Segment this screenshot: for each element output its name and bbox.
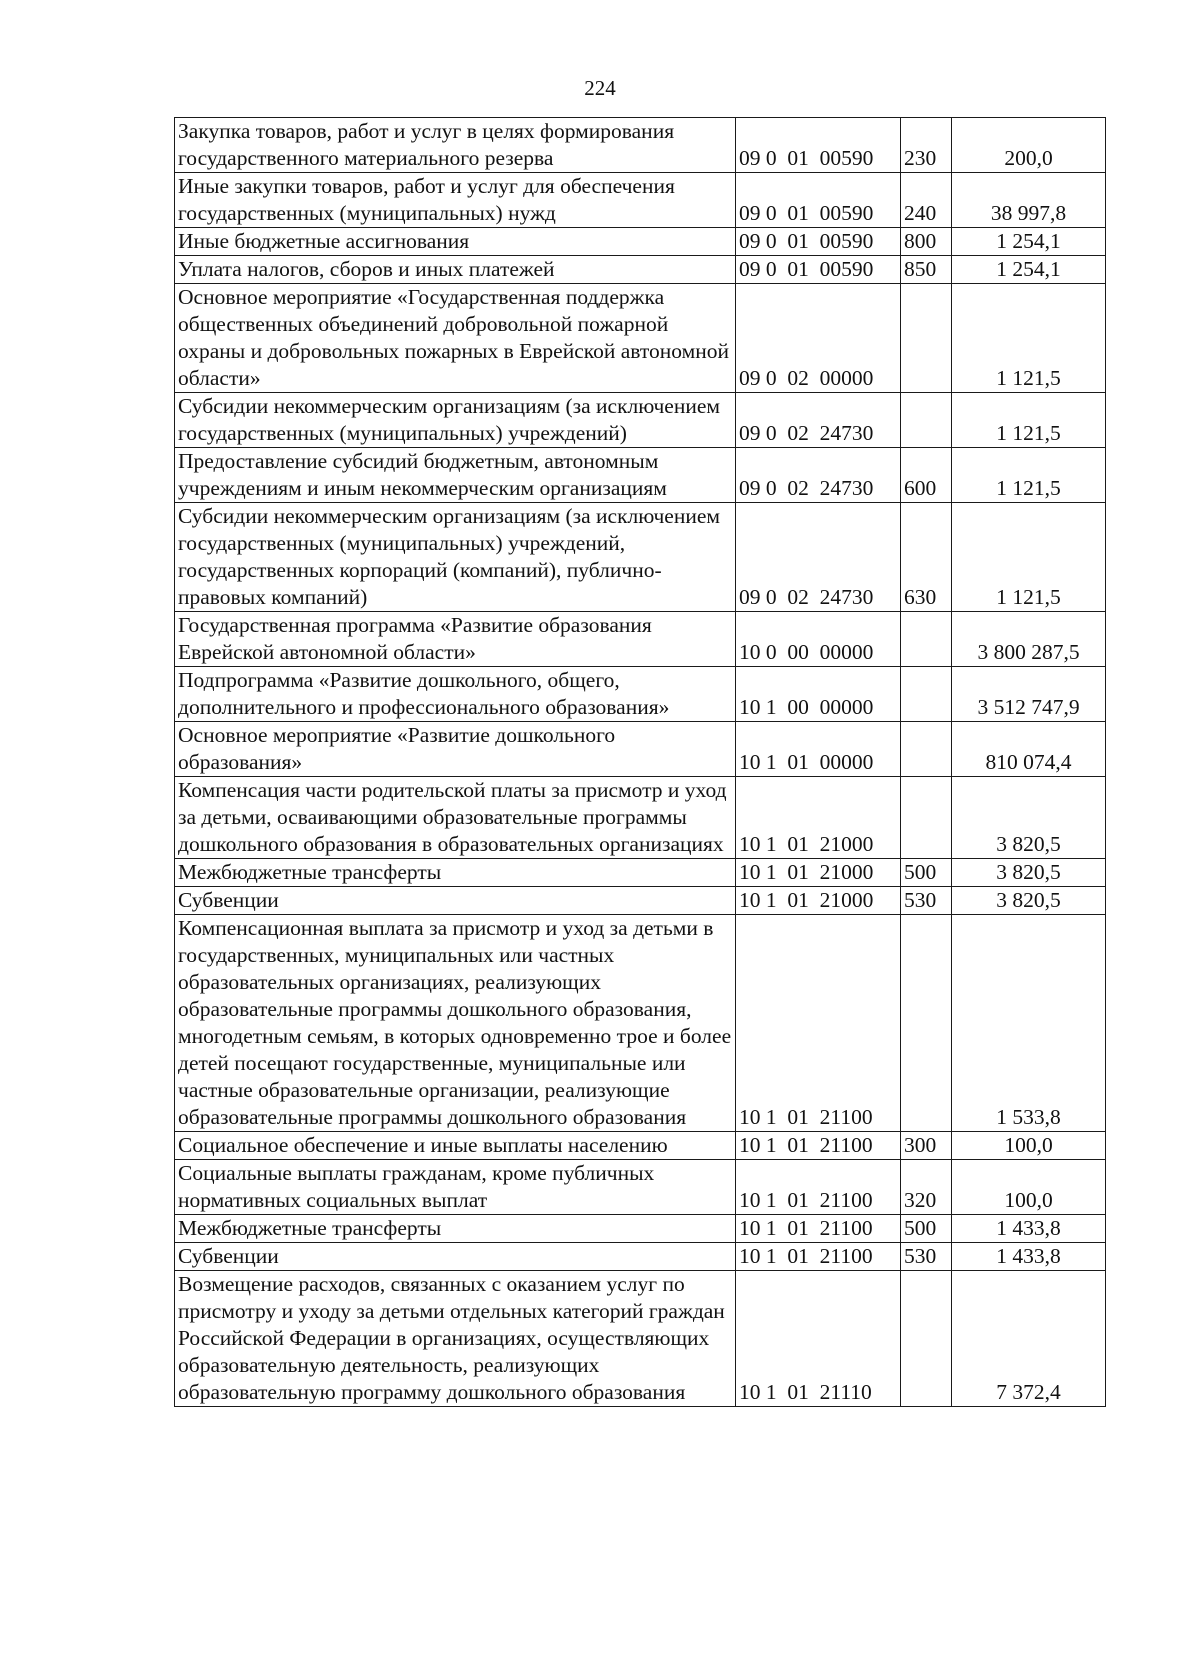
row-name-cell: Иные бюджетные ассигнования — [175, 228, 736, 256]
row-type-cell — [901, 1271, 952, 1407]
table-row — [175, 777, 1106, 859]
table-row — [175, 722, 1106, 777]
row-code-cell: 09 0 01 00590 — [736, 173, 901, 228]
row-type-cell: 530 — [901, 1243, 952, 1271]
row-code-cell: 10 1 01 21100 — [736, 1215, 901, 1243]
row-name-cell: Возмещение расходов, связанных с оказанием услуг по присмотру и уходу за детьми отдельных категорий граждан Российской Федерации в организациях, осуществляющих образовательную деятельность, реализующих образовательную программу дошкольного образования — [175, 1271, 736, 1407]
row-name-cell: Субвенции — [175, 1243, 736, 1271]
row-type-cell: 600 — [901, 448, 952, 503]
table-row — [175, 393, 1106, 448]
row-name-cell: Государственная программа «Развитие образования Еврейской автономной области» — [175, 612, 736, 667]
row-type-cell — [901, 667, 952, 722]
table-row — [175, 887, 1106, 915]
row-code-cell: 10 1 01 21000 — [736, 859, 901, 887]
row-code-cell: 09 0 02 00000 — [736, 284, 901, 393]
row-type-cell — [901, 915, 952, 1132]
row-name-cell: Субсидии некоммерческим организациям (за исключением государственных (муниципальных) учреждений) — [175, 393, 736, 448]
row-code-cell: 09 0 01 00590 — [736, 118, 901, 173]
row-type-cell — [901, 777, 952, 859]
table-row — [175, 612, 1106, 667]
row-name-cell: Социальные выплаты гражданам, кроме публичных нормативных социальных выплат — [175, 1160, 736, 1215]
row-sum-cell: 3 820,5 — [952, 887, 1106, 915]
row-code-cell: 09 0 01 00590 — [736, 228, 901, 256]
table-row — [175, 1132, 1106, 1160]
table-row — [175, 503, 1106, 612]
row-sum-cell: 1 121,5 — [952, 393, 1106, 448]
row-code-cell: 10 1 01 21100 — [736, 1243, 901, 1271]
row-sum-cell: 7 372,4 — [952, 1271, 1106, 1407]
row-name-cell: Субсидии некоммерческим организациям (за исключением государственных (муниципальных) учреждений, государственных корпораций (компаний), публично-правовых компаний) — [175, 503, 736, 612]
row-code-cell: 10 1 01 21000 — [736, 887, 901, 915]
row-sum-cell: 100,0 — [952, 1132, 1106, 1160]
row-sum-cell: 1 433,8 — [952, 1243, 1106, 1271]
budget-table-body — [175, 118, 1106, 1407]
row-type-cell: 800 — [901, 228, 952, 256]
page-number: 224 — [584, 76, 616, 100]
row-sum-cell: 3 512 747,9 — [952, 667, 1106, 722]
row-sum-cell: 1 433,8 — [952, 1215, 1106, 1243]
table-row — [175, 1271, 1106, 1407]
row-sum-cell: 1 121,5 — [952, 503, 1106, 612]
row-code-cell: 09 0 02 24730 — [736, 448, 901, 503]
row-type-cell: 500 — [901, 859, 952, 887]
row-sum-cell: 1 254,1 — [952, 256, 1106, 284]
row-sum-cell: 1 254,1 — [952, 228, 1106, 256]
budget-table — [174, 117, 1106, 1407]
row-sum-cell: 200,0 — [952, 118, 1106, 173]
row-code-cell: 10 1 01 21110 — [736, 1271, 901, 1407]
row-name-cell: Межбюджетные трансферты — [175, 859, 736, 887]
row-sum-cell: 100,0 — [952, 1160, 1106, 1215]
table-row — [175, 1215, 1106, 1243]
row-code-cell: 09 0 01 00590 — [736, 256, 901, 284]
row-type-cell: 850 — [901, 256, 952, 284]
table-row — [175, 915, 1106, 1132]
row-code-cell: 10 1 01 21100 — [736, 915, 901, 1132]
row-type-cell: 530 — [901, 887, 952, 915]
row-type-cell: 630 — [901, 503, 952, 612]
row-code-cell: 10 0 00 00000 — [736, 612, 901, 667]
row-name-cell: Иные закупки товаров, работ и услуг для обеспечения государственных (муниципальных) нужд — [175, 173, 736, 228]
row-type-cell: 320 — [901, 1160, 952, 1215]
row-code-cell: 09 0 02 24730 — [736, 393, 901, 448]
row-name-cell: Межбюджетные трансферты — [175, 1215, 736, 1243]
row-sum-cell: 38 997,8 — [952, 173, 1106, 228]
row-sum-cell: 3 820,5 — [952, 777, 1106, 859]
row-name-cell: Основное мероприятие «Развитие дошкольного образования» — [175, 722, 736, 777]
row-code-cell: 10 1 00 00000 — [736, 667, 901, 722]
row-code-cell: 09 0 02 24730 — [736, 503, 901, 612]
table-row — [175, 448, 1106, 503]
table-row — [175, 284, 1106, 393]
table-row — [175, 667, 1106, 722]
row-sum-cell: 1 121,5 — [952, 448, 1106, 503]
row-name-cell: Подпрограмма «Развитие дошкольного, общего, дополнительного и профессионального образования» — [175, 667, 736, 722]
row-sum-cell: 1 121,5 — [952, 284, 1106, 393]
row-sum-cell: 3 820,5 — [952, 859, 1106, 887]
row-code-cell: 10 1 01 00000 — [736, 722, 901, 777]
row-code-cell: 10 1 01 21100 — [736, 1132, 901, 1160]
row-sum-cell: 810 074,4 — [952, 722, 1106, 777]
row-type-cell: 240 — [901, 173, 952, 228]
row-type-cell: 300 — [901, 1132, 952, 1160]
row-name-cell: Закупка товаров, работ и услуг в целях формирования государственного материального резерва — [175, 118, 736, 173]
table-row — [175, 1243, 1106, 1271]
row-name-cell: Основное мероприятие «Государственная поддержка общественных объединений добровольной пожарной охраны и добровольных пожарных в Еврейской автономной области» — [175, 284, 736, 393]
row-name-cell: Уплата налогов, сборов и иных платежей — [175, 256, 736, 284]
row-type-cell — [901, 284, 952, 393]
row-code-cell: 10 1 01 21000 — [736, 777, 901, 859]
table-row — [175, 228, 1106, 256]
row-name-cell: Предоставление субсидий бюджетным, автономным учреждениям и иным некоммерческим организациям — [175, 448, 736, 503]
table-row — [175, 859, 1106, 887]
row-sum-cell: 3 800 287,5 — [952, 612, 1106, 667]
row-code-cell: 10 1 01 21100 — [736, 1160, 901, 1215]
row-type-cell: 230 — [901, 118, 952, 173]
row-type-cell — [901, 612, 952, 667]
row-name-cell: Компенсационная выплата за присмотр и уход за детьми в государственных, муниципальных или частных образовательных организациях, реализующих образовательные программы дошкольного образования, многодетным семьям, в которых одновременно трое и более детей посещают государственные, муниципальные или частные образовательные организации, реализующие образовательные программы дошкольного образования — [175, 915, 736, 1132]
table-row — [175, 1160, 1106, 1215]
row-type-cell — [901, 722, 952, 777]
table-row — [175, 256, 1106, 284]
row-sum-cell: 1 533,8 — [952, 915, 1106, 1132]
table-row — [175, 173, 1106, 228]
row-type-cell — [901, 393, 952, 448]
row-type-cell: 500 — [901, 1215, 952, 1243]
row-name-cell: Субвенции — [175, 887, 736, 915]
row-name-cell: Компенсация части родительской платы за присмотр и уход за детьми, осваивающими образовательные программы дошкольного образования в образовательных организациях — [175, 777, 736, 859]
table-row — [175, 118, 1106, 173]
row-name-cell: Социальное обеспечение и иные выплаты населению — [175, 1132, 736, 1160]
